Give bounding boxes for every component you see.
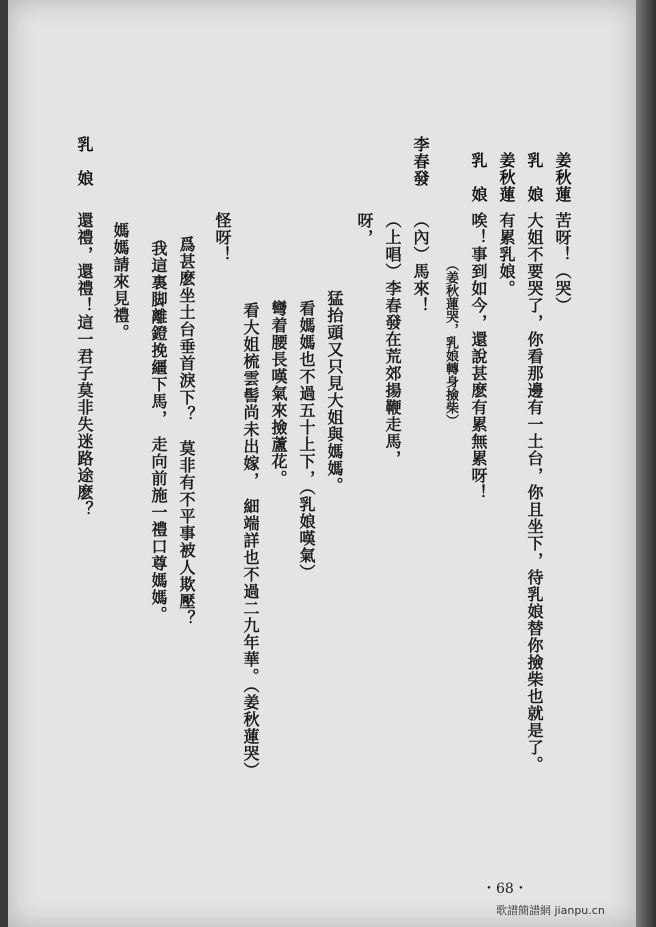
speaker-label: 姜秋蓮 (497, 152, 516, 203)
lyric-line: 爲甚麽坐土台垂首淚下？ 莫非有不平事被人欺壓？ (177, 236, 196, 627)
dialogue-line: 大姐不要哭了，你看那邊有一土台，你且坐下，待乳娘替你撿柴也就是了。 (525, 212, 544, 773)
spoken-line: 媽媽請來見禮。 (111, 222, 130, 341)
lyric-line: 看媽媽也不過五十上下，（乳娘嘆氣） (297, 300, 316, 581)
sung-line: （上唱）李春發在荒郊揚鞭走馬， (383, 212, 402, 467)
interjection: 呀， (355, 212, 374, 246)
watermark: 歌譜簡譜網 jianpu.cn (496, 904, 605, 917)
stage-direction: （姜秋蓮哭，乳娘轉身撿柴） (443, 258, 458, 427)
lyric-line: 彎着腰長嘆氣來撿蘆花。 (269, 300, 288, 487)
speaker-label: 乳 娘 (469, 152, 488, 203)
interjection: 怪呀！ (213, 212, 232, 263)
book-page (8, 0, 636, 927)
dialogue-line: 唉！事到如今，還說甚麽有累無累呀！ (469, 212, 488, 501)
lyric-line: 猛抬頭又只見大姐與媽媽。 (325, 290, 344, 494)
speaker-label: 李春發 (411, 136, 430, 187)
dialogue-line: 還禮，還禮！這一君子莫非失迷路途麽？ (75, 212, 94, 518)
speaker-label: 乳 娘 (525, 152, 544, 203)
dialogue-line: （內）馬來！ (411, 212, 430, 314)
book-spine-shadow (636, 0, 656, 927)
page-number: ・68・ (482, 881, 528, 897)
dialogue-line: 苦呀！（哭） (553, 212, 572, 314)
speaker-label: 乳 娘 (75, 136, 94, 187)
lyric-line: 我這裏脚離鐙挽繮下馬， 走向前施一禮口尊媽媽。 (149, 240, 168, 623)
lyric-line: 看大姐梳雲髻尚未出嫁， 細端詳也不過二九年華。（姜秋蓮哭） (241, 302, 260, 779)
speaker-label: 姜秋蓮 (553, 152, 572, 203)
dialogue-line: 有累乳娘。 (497, 212, 516, 297)
